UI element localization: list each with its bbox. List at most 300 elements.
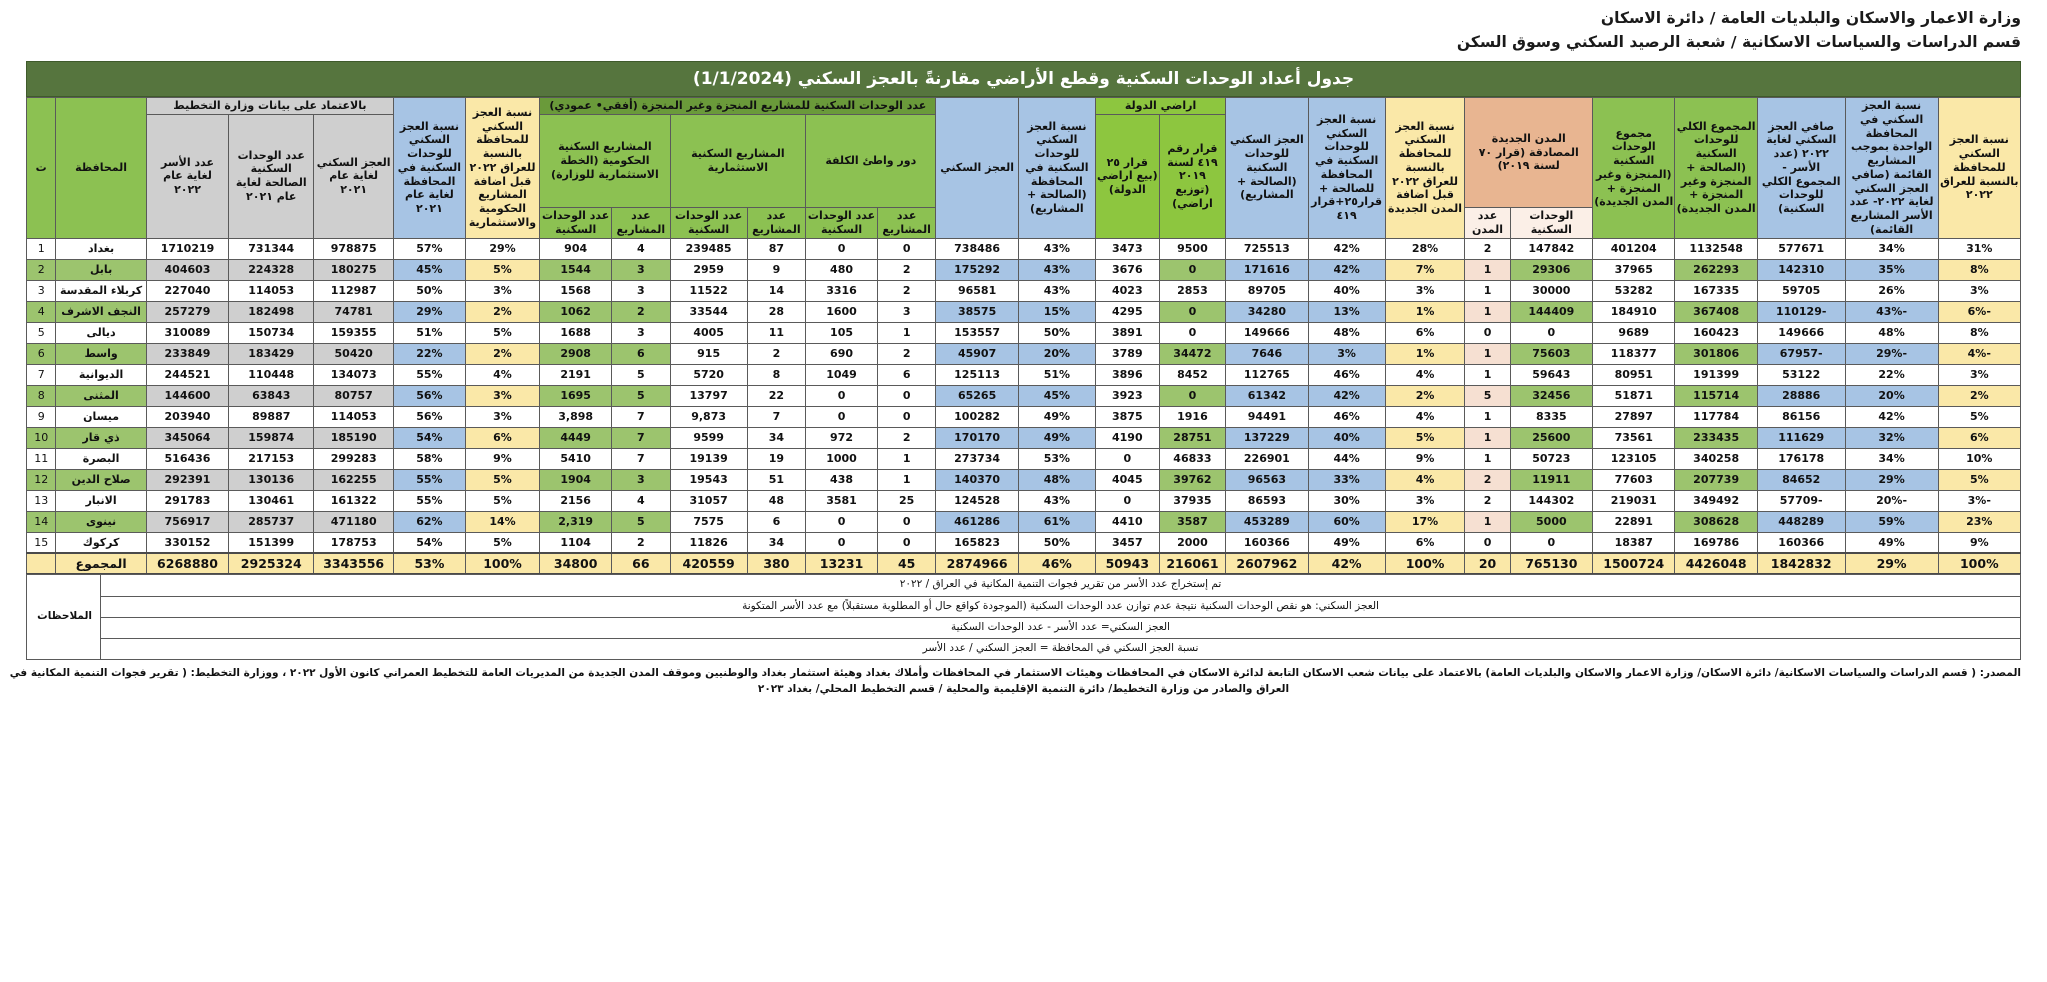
cell-c02: 32% — [1845, 427, 1938, 448]
table-row — [27, 385, 2021, 406]
th-deficit-ratio-before-new-cities: نسبة العجز السكني للمحافظة بالنسبة للعراق ٢٠٢٢ قبل اضافة المدن الجديدة — [1385, 98, 1465, 239]
cell-c12: 48% — [1018, 469, 1095, 490]
cell-c08: 46% — [1308, 364, 1385, 385]
cell-c06b: 1 — [1465, 259, 1510, 280]
cell-c06b: 2 — [1465, 238, 1510, 259]
cell-c05: 51871 — [1593, 385, 1675, 406]
cell-c11: 4410 — [1095, 511, 1159, 532]
cell-index: 2 — [27, 259, 56, 280]
cell-c14u: 3581 — [806, 490, 878, 511]
cell-c11: 3457 — [1095, 532, 1159, 553]
cell-c11: 4190 — [1095, 427, 1159, 448]
total-cell-c16u: 34800 — [540, 553, 612, 574]
notes-content — [101, 575, 2021, 660]
cell-c16p: 4 — [612, 238, 670, 259]
cell-c15u: 239485 — [670, 238, 747, 259]
cell-c18: 45% — [394, 259, 466, 280]
cell-c04: 367408 — [1675, 301, 1757, 322]
cell-c09: 34280 — [1226, 301, 1308, 322]
th-planning-group: بالاعتماد على بيانات وزارة التخطيط — [146, 98, 393, 115]
total-cell-c02: 29% — [1845, 553, 1938, 574]
cell-c03: 28886 — [1757, 385, 1845, 406]
cell-c11: 3875 — [1095, 406, 1159, 427]
cell-c04: 117784 — [1675, 406, 1757, 427]
cell-c14p: 2 — [877, 280, 935, 301]
cell-c14p: 3 — [877, 301, 935, 322]
cell-c13: 96581 — [936, 280, 1018, 301]
cell-c15p: 34 — [747, 427, 805, 448]
cell-c14p: 2 — [877, 343, 935, 364]
cell-c08: 42% — [1308, 385, 1385, 406]
cell-c20: 285737 — [229, 511, 314, 532]
cell-c18: 51% — [394, 322, 466, 343]
cell-c02: -20% — [1845, 490, 1938, 511]
cell-c14u: 105 — [806, 322, 878, 343]
cell-c08: 30% — [1308, 490, 1385, 511]
cell-c16u: 5410 — [540, 448, 612, 469]
cell-c09: 89705 — [1226, 280, 1308, 301]
total-cell-c06a: 765130 — [1510, 553, 1592, 574]
cell-c07: 4% — [1385, 364, 1465, 385]
th-deficit-housing: العجز السكني — [936, 98, 1018, 239]
cell-c21: 227040 — [146, 280, 228, 301]
cell-c18: 62% — [394, 511, 466, 532]
th-government-projects-group: المشاريع السكنية الحكومية (الخطة الاستثمارية للوزارة) — [540, 114, 670, 207]
cell-c16p: 2 — [612, 301, 670, 322]
cell-c12: 43% — [1018, 238, 1095, 259]
cell-c06b: 1 — [1465, 448, 1510, 469]
cell-c21: 233849 — [146, 343, 228, 364]
cell-c16u: 1695 — [540, 385, 612, 406]
total-cell-c07: 100% — [1385, 553, 1465, 574]
cell-c03: -67957 — [1757, 343, 1845, 364]
cell-c21: 756917 — [146, 511, 228, 532]
total-cell-c04: 4426048 — [1675, 553, 1757, 574]
cell-governorate: الديوانية — [56, 364, 146, 385]
cell-c15u: 2959 — [670, 259, 747, 280]
cell-c05: 80951 — [1593, 364, 1675, 385]
cell-c18: 29% — [394, 301, 466, 322]
cell-c06b: 0 — [1465, 322, 1510, 343]
cell-c20: 63843 — [229, 385, 314, 406]
cell-c16u: 1688 — [540, 322, 612, 343]
cell-c15p: 34 — [747, 532, 805, 553]
cell-c20: 110448 — [229, 364, 314, 385]
total-cell-c21: 6268880 — [146, 553, 228, 574]
notes-row — [27, 575, 2021, 660]
cell-c20: 89887 — [229, 406, 314, 427]
total-cell-c03: 1842832 — [1757, 553, 1845, 574]
cell-c15p: 22 — [747, 385, 805, 406]
total-cell-c20: 2925324 — [229, 553, 314, 574]
cell-c16p: 3 — [612, 322, 670, 343]
cell-c17: 5% — [465, 490, 539, 511]
th-decision-419: قرار رقم ٤١٩ لسنة ٢٠١٩ (توزيع اراضي) — [1159, 114, 1225, 238]
th-new-cities-count: عدد المدن — [1465, 208, 1510, 239]
cell-c02: 35% — [1845, 259, 1938, 280]
total-cell-c18: 53% — [394, 553, 466, 574]
cell-c02: 22% — [1845, 364, 1938, 385]
note-text: تم إستخراج عدد الأسر من تقرير فجوات التنمية المكانية في العراق / ٢٠٢٢ — [101, 575, 2020, 596]
total-cell-c15p: 380 — [747, 553, 805, 574]
cell-c01: -6% — [1938, 301, 2020, 322]
table-row — [27, 364, 2021, 385]
cell-c15u: 31057 — [670, 490, 747, 511]
cell-c14u: 0 — [806, 532, 878, 553]
cell-c09: 137229 — [1226, 427, 1308, 448]
cell-c01: 2% — [1938, 385, 2020, 406]
cell-c18: 58% — [394, 448, 466, 469]
cell-c01: 23% — [1938, 511, 2020, 532]
cell-governorate: النجف الاشرف — [56, 301, 146, 322]
cell-c08: 46% — [1308, 406, 1385, 427]
cell-c15u: 19543 — [670, 469, 747, 490]
table-body — [27, 238, 2021, 574]
cell-c06b: 0 — [1465, 532, 1510, 553]
cell-c06a: 75603 — [1510, 343, 1592, 364]
cell-c15p: 14 — [747, 280, 805, 301]
cell-c16p: 4 — [612, 490, 670, 511]
table-row — [27, 469, 2021, 490]
cell-c08: 3% — [1308, 343, 1385, 364]
cell-c10: 0 — [1159, 301, 1225, 322]
cell-index: 14 — [27, 511, 56, 532]
cell-c16u: 1104 — [540, 532, 612, 553]
cell-c09: 112765 — [1226, 364, 1308, 385]
cell-governorate: بغداد — [56, 238, 146, 259]
cell-c03: 577671 — [1757, 238, 1845, 259]
cell-c08: 33% — [1308, 469, 1385, 490]
cell-c16p: 3 — [612, 259, 670, 280]
cell-c02: 29% — [1845, 469, 1938, 490]
cell-c17: 5% — [465, 259, 539, 280]
note-row — [101, 596, 2020, 617]
cell-c04: 207739 — [1675, 469, 1757, 490]
cell-index: 3 — [27, 280, 56, 301]
th-investment-projects-group: المشاريع السكنية الاستثمارية — [670, 114, 806, 207]
cell-c17: 3% — [465, 385, 539, 406]
cell-c04: 115714 — [1675, 385, 1757, 406]
cell-c19: 162255 — [314, 469, 394, 490]
cell-c02: 34% — [1845, 448, 1938, 469]
cell-c11: 3891 — [1095, 322, 1159, 343]
cell-c15u: 4005 — [670, 322, 747, 343]
cell-c13: 140370 — [936, 469, 1018, 490]
cell-c13: 38575 — [936, 301, 1018, 322]
cell-c13: 461286 — [936, 511, 1018, 532]
cell-c06a: 147842 — [1510, 238, 1592, 259]
cell-c16u: 2,319 — [540, 511, 612, 532]
cell-c21: 310089 — [146, 322, 228, 343]
cell-c15p: 19 — [747, 448, 805, 469]
total-cell-c09: 2607962 — [1226, 553, 1308, 574]
cell-c14p: 2 — [877, 427, 935, 448]
cell-c07: 1% — [1385, 343, 1465, 364]
cell-c01: 3% — [1938, 280, 2020, 301]
cell-index: 13 — [27, 490, 56, 511]
cell-c13: 165823 — [936, 532, 1018, 553]
cell-c06a: 30000 — [1510, 280, 1592, 301]
cell-index: 9 — [27, 406, 56, 427]
cell-c07: 5% — [1385, 427, 1465, 448]
cell-c12: 61% — [1018, 511, 1095, 532]
cell-governorate: كركوك — [56, 532, 146, 553]
cell-c14u: 0 — [806, 406, 878, 427]
cell-c03: 176178 — [1757, 448, 1845, 469]
cell-c06b: 1 — [1465, 301, 1510, 322]
cell-c15u: 9599 — [670, 427, 747, 448]
cell-c15p: 6 — [747, 511, 805, 532]
table-row — [27, 448, 2021, 469]
notes-table — [26, 574, 2021, 660]
th-deficit-ratio-units: نسبة العجز السكني للوحدات السكنية في المحافظة للصالحة + قرار٢٥+قرار ٤١٩ — [1308, 98, 1385, 239]
cell-c12: 49% — [1018, 406, 1095, 427]
cell-c05: 27897 — [1593, 406, 1675, 427]
cell-c14u: 0 — [806, 238, 878, 259]
cell-c11: 3676 — [1095, 259, 1159, 280]
cell-c02: 59% — [1845, 511, 1938, 532]
cell-c20: 159874 — [229, 427, 314, 448]
cell-c07: 1% — [1385, 301, 1465, 322]
cell-c19: 50420 — [314, 343, 394, 364]
cell-c07: 2% — [1385, 385, 1465, 406]
cell-c14u: 480 — [806, 259, 878, 280]
cell-c20: 224328 — [229, 259, 314, 280]
cell-c07: 3% — [1385, 280, 1465, 301]
cell-c17: 3% — [465, 280, 539, 301]
cell-c09: 453289 — [1226, 511, 1308, 532]
cell-c12: 50% — [1018, 532, 1095, 553]
cell-c02: 34% — [1845, 238, 1938, 259]
cell-c12: 43% — [1018, 280, 1095, 301]
cell-c07: 17% — [1385, 511, 1465, 532]
cell-c15p: 51 — [747, 469, 805, 490]
cell-c12: 51% — [1018, 364, 1095, 385]
cell-c14p: 0 — [877, 532, 935, 553]
cell-c08: 44% — [1308, 448, 1385, 469]
total-cell-c15u: 420559 — [670, 553, 747, 574]
cell-c20: 130136 — [229, 469, 314, 490]
cell-c01: 31% — [1938, 238, 2020, 259]
cell-c14u: 972 — [806, 427, 878, 448]
cell-c03: 84652 — [1757, 469, 1845, 490]
cell-c10: 0 — [1159, 259, 1225, 280]
cell-c15p: 7 — [747, 406, 805, 427]
cell-c04: 301806 — [1675, 343, 1757, 364]
th-deficit-ratio-iraq-2022: نسبة العجز السكني للمحافظة بالنسبة للعراق ٢٠٢٢ — [1938, 98, 2020, 239]
cell-c12: 20% — [1018, 343, 1095, 364]
th-decision-25: قرار ٢٥ (بيع اراضي الدولة) — [1095, 114, 1159, 238]
cell-index: 10 — [27, 427, 56, 448]
cell-index: 12 — [27, 469, 56, 490]
cell-c01: 8% — [1938, 259, 2020, 280]
source-footnote — [9, 666, 2021, 698]
cell-c07: 7% — [1385, 259, 1465, 280]
cell-c15p: 9 — [747, 259, 805, 280]
cell-c01: -4% — [1938, 343, 2020, 364]
cell-c14p: 6 — [877, 364, 935, 385]
cell-c19: 299283 — [314, 448, 394, 469]
total-label: المجموع — [56, 553, 146, 574]
cell-governorate: ذي قار — [56, 427, 146, 448]
cell-c16p: 7 — [612, 448, 670, 469]
cell-c14u: 438 — [806, 469, 878, 490]
source-line-1: المصدر: ( قسم الدراسات والسياسات الاسكانية/ دائرة الاسكان/ وزارة الاعمار والاسكان والبلديات العامة) بالاعتماد على بيانات شعب الاسكان التابعة لدائرة الاسكان في المحافظات وهيئات الاستثمار في المحافظات وأملاك بغداد وهيئة استثمار بغداد والوطنيين وموقف المدن الجديدة من المديريات العامة للتخطيط العمراني كانون الأول ٢٠٢٢ ، ووزارة التخطيط: ( تقرير فجوات التنمية المكانية في — [9, 667, 2021, 680]
cell-c11: 0 — [1095, 490, 1159, 511]
th-total-units: المجموع الكلي للوحدات السكنية (الصالحة + المنجزة وغير المنجزة + المدن الجديدة) — [1675, 98, 1757, 239]
cell-c16p: 6 — [612, 343, 670, 364]
cell-c11: 3923 — [1095, 385, 1159, 406]
cell-c04: 1132548 — [1675, 238, 1757, 259]
cell-governorate: بابل — [56, 259, 146, 280]
cell-c04: 308628 — [1675, 511, 1757, 532]
cell-c17: 4% — [465, 364, 539, 385]
cell-c14p: 1 — [877, 448, 935, 469]
cell-c01: 9% — [1938, 532, 2020, 553]
cell-c16p: 5 — [612, 511, 670, 532]
cell-c01: 8% — [1938, 322, 2020, 343]
cell-c04: 167335 — [1675, 280, 1757, 301]
cell-c06a: 29306 — [1510, 259, 1592, 280]
cell-c19: 185190 — [314, 427, 394, 448]
cell-c06a: 144302 — [1510, 490, 1592, 511]
cell-index: 7 — [27, 364, 56, 385]
cell-c16p: 2 — [612, 532, 670, 553]
notes-list — [101, 575, 2020, 659]
cell-c17: 14% — [465, 511, 539, 532]
th-governorate: المحافظة — [56, 98, 146, 239]
table-header — [27, 98, 2021, 239]
cell-c10: 28751 — [1159, 427, 1225, 448]
cell-c07: 6% — [1385, 532, 1465, 553]
cell-c04: 262293 — [1675, 259, 1757, 280]
note-text: العجز السكني: هو نقص الوحدات السكنية نتيجة عدم توازن عدد الوحدات السكنية (الموجودة كواقع حال أو المطلوبة مستقبلاً) مع عدد الأسر المتكونة — [101, 596, 2020, 617]
cell-c15u: 7575 — [670, 511, 747, 532]
cell-c09: 725513 — [1226, 238, 1308, 259]
cell-c10: 2853 — [1159, 280, 1225, 301]
total-cell-c08: 42% — [1308, 553, 1385, 574]
cell-c06a: 5000 — [1510, 511, 1592, 532]
cell-c21: 1710219 — [146, 238, 228, 259]
cell-c06b: 1 — [1465, 511, 1510, 532]
cell-c15p: 11 — [747, 322, 805, 343]
cell-c02: 42% — [1845, 406, 1938, 427]
cell-c05: 219031 — [1593, 490, 1675, 511]
table-title: جدول أعداد الوحدات السكنية وقطع الأراضي مقارنةً بالعجز السكني (1/1/2024) — [26, 61, 2021, 97]
cell-c05: 401204 — [1593, 238, 1675, 259]
cell-c06b: 1 — [1465, 406, 1510, 427]
cell-c12: 53% — [1018, 448, 1095, 469]
cell-c04: 340258 — [1675, 448, 1757, 469]
th-new-cities-group: المدن الجديدة المصادقة (قرار ٧٠ لسنة ٢٠١٩) — [1465, 98, 1593, 208]
cell-c16u: 2908 — [540, 343, 612, 364]
cell-c18: 50% — [394, 280, 466, 301]
cell-c17: 6% — [465, 427, 539, 448]
total-cell-c16p: 66 — [612, 553, 670, 574]
cell-c19: 978875 — [314, 238, 394, 259]
total-cell-c12: 46% — [1018, 553, 1095, 574]
notes-label: الملاحظات — [27, 575, 101, 660]
cell-c03: 59705 — [1757, 280, 1845, 301]
cell-c16p: 5 — [612, 364, 670, 385]
cell-c21: 516436 — [146, 448, 228, 469]
cell-c07: 6% — [1385, 322, 1465, 343]
cell-c10: 34472 — [1159, 343, 1225, 364]
total-cell-c19: 3343556 — [314, 553, 394, 574]
cell-c15u: 9,873 — [670, 406, 747, 427]
th-families-2022: عدد الأسر لغاية عام ٢٠٢٢ — [146, 114, 228, 238]
cell-c03: 149666 — [1757, 322, 1845, 343]
cell-c11: 3789 — [1095, 343, 1159, 364]
cell-c21: 291783 — [146, 490, 228, 511]
cell-c19: 74781 — [314, 301, 394, 322]
cell-c10: 46833 — [1159, 448, 1225, 469]
masthead — [0, 0, 2047, 54]
total-cell-c10: 216061 — [1159, 553, 1225, 574]
cell-c11: 4295 — [1095, 301, 1159, 322]
cell-c17: 3% — [465, 406, 539, 427]
th-low-cost-projects-count: عدد المشاريع — [877, 208, 935, 239]
cell-c15u: 33544 — [670, 301, 747, 322]
cell-c13: 125113 — [936, 364, 1018, 385]
cell-governorate: صلاح الدين — [56, 469, 146, 490]
cell-c14p: 0 — [877, 406, 935, 427]
cell-c01: 6% — [1938, 427, 2020, 448]
cell-c04: 160423 — [1675, 322, 1757, 343]
cell-c05: 18387 — [1593, 532, 1675, 553]
cell-c05: 9689 — [1593, 322, 1675, 343]
cell-c20: 150734 — [229, 322, 314, 343]
cell-c09: 226901 — [1226, 448, 1308, 469]
cell-c20: 182498 — [229, 301, 314, 322]
cell-c16u: 4449 — [540, 427, 612, 448]
cell-c13: 45907 — [936, 343, 1018, 364]
cell-c21: 330152 — [146, 532, 228, 553]
total-cell-c13: 2874966 — [936, 553, 1018, 574]
cell-c20: 151399 — [229, 532, 314, 553]
th-deficit-per-unit: نسبة العجز السكني في المحافظة الواحدة بموجب المشاريع القائمة (صافي العجز السكني لغاية ٢٠٢٢- عدد الأسر المشاريع القائمة) — [1845, 98, 1938, 239]
cell-c08: 49% — [1308, 532, 1385, 553]
cell-c12: 43% — [1018, 490, 1095, 511]
cell-c21: 203940 — [146, 406, 228, 427]
cell-c13: 153557 — [936, 322, 1018, 343]
cell-c06a: 25600 — [1510, 427, 1592, 448]
cell-c05: 184910 — [1593, 301, 1675, 322]
cell-c14p: 0 — [877, 385, 935, 406]
table-container — [26, 97, 2021, 660]
housing-deficit-table — [26, 97, 2021, 575]
th-state-lands-group: اراضي الدولة — [1095, 98, 1225, 115]
cell-governorate: ميسان — [56, 406, 146, 427]
cell-governorate: المثنى — [56, 385, 146, 406]
th-deficit-2021: العجز السكني لغاية عام ٢٠٢١ — [314, 114, 394, 238]
cell-c20: 731344 — [229, 238, 314, 259]
cell-c16p: 7 — [612, 406, 670, 427]
th-index: ت — [27, 98, 56, 239]
cell-c01: 3% — [1938, 364, 2020, 385]
table-total-row — [27, 553, 2021, 574]
cell-c14p: 0 — [877, 511, 935, 532]
cell-c10: 0 — [1159, 385, 1225, 406]
cell-governorate: البصرة — [56, 448, 146, 469]
cell-c06b: 1 — [1465, 364, 1510, 385]
cell-c17: 5% — [465, 469, 539, 490]
cell-c11: 4023 — [1095, 280, 1159, 301]
table-row — [27, 406, 2021, 427]
cell-index: 11 — [27, 448, 56, 469]
cell-c18: 55% — [394, 490, 466, 511]
cell-c02: -29% — [1845, 343, 1938, 364]
